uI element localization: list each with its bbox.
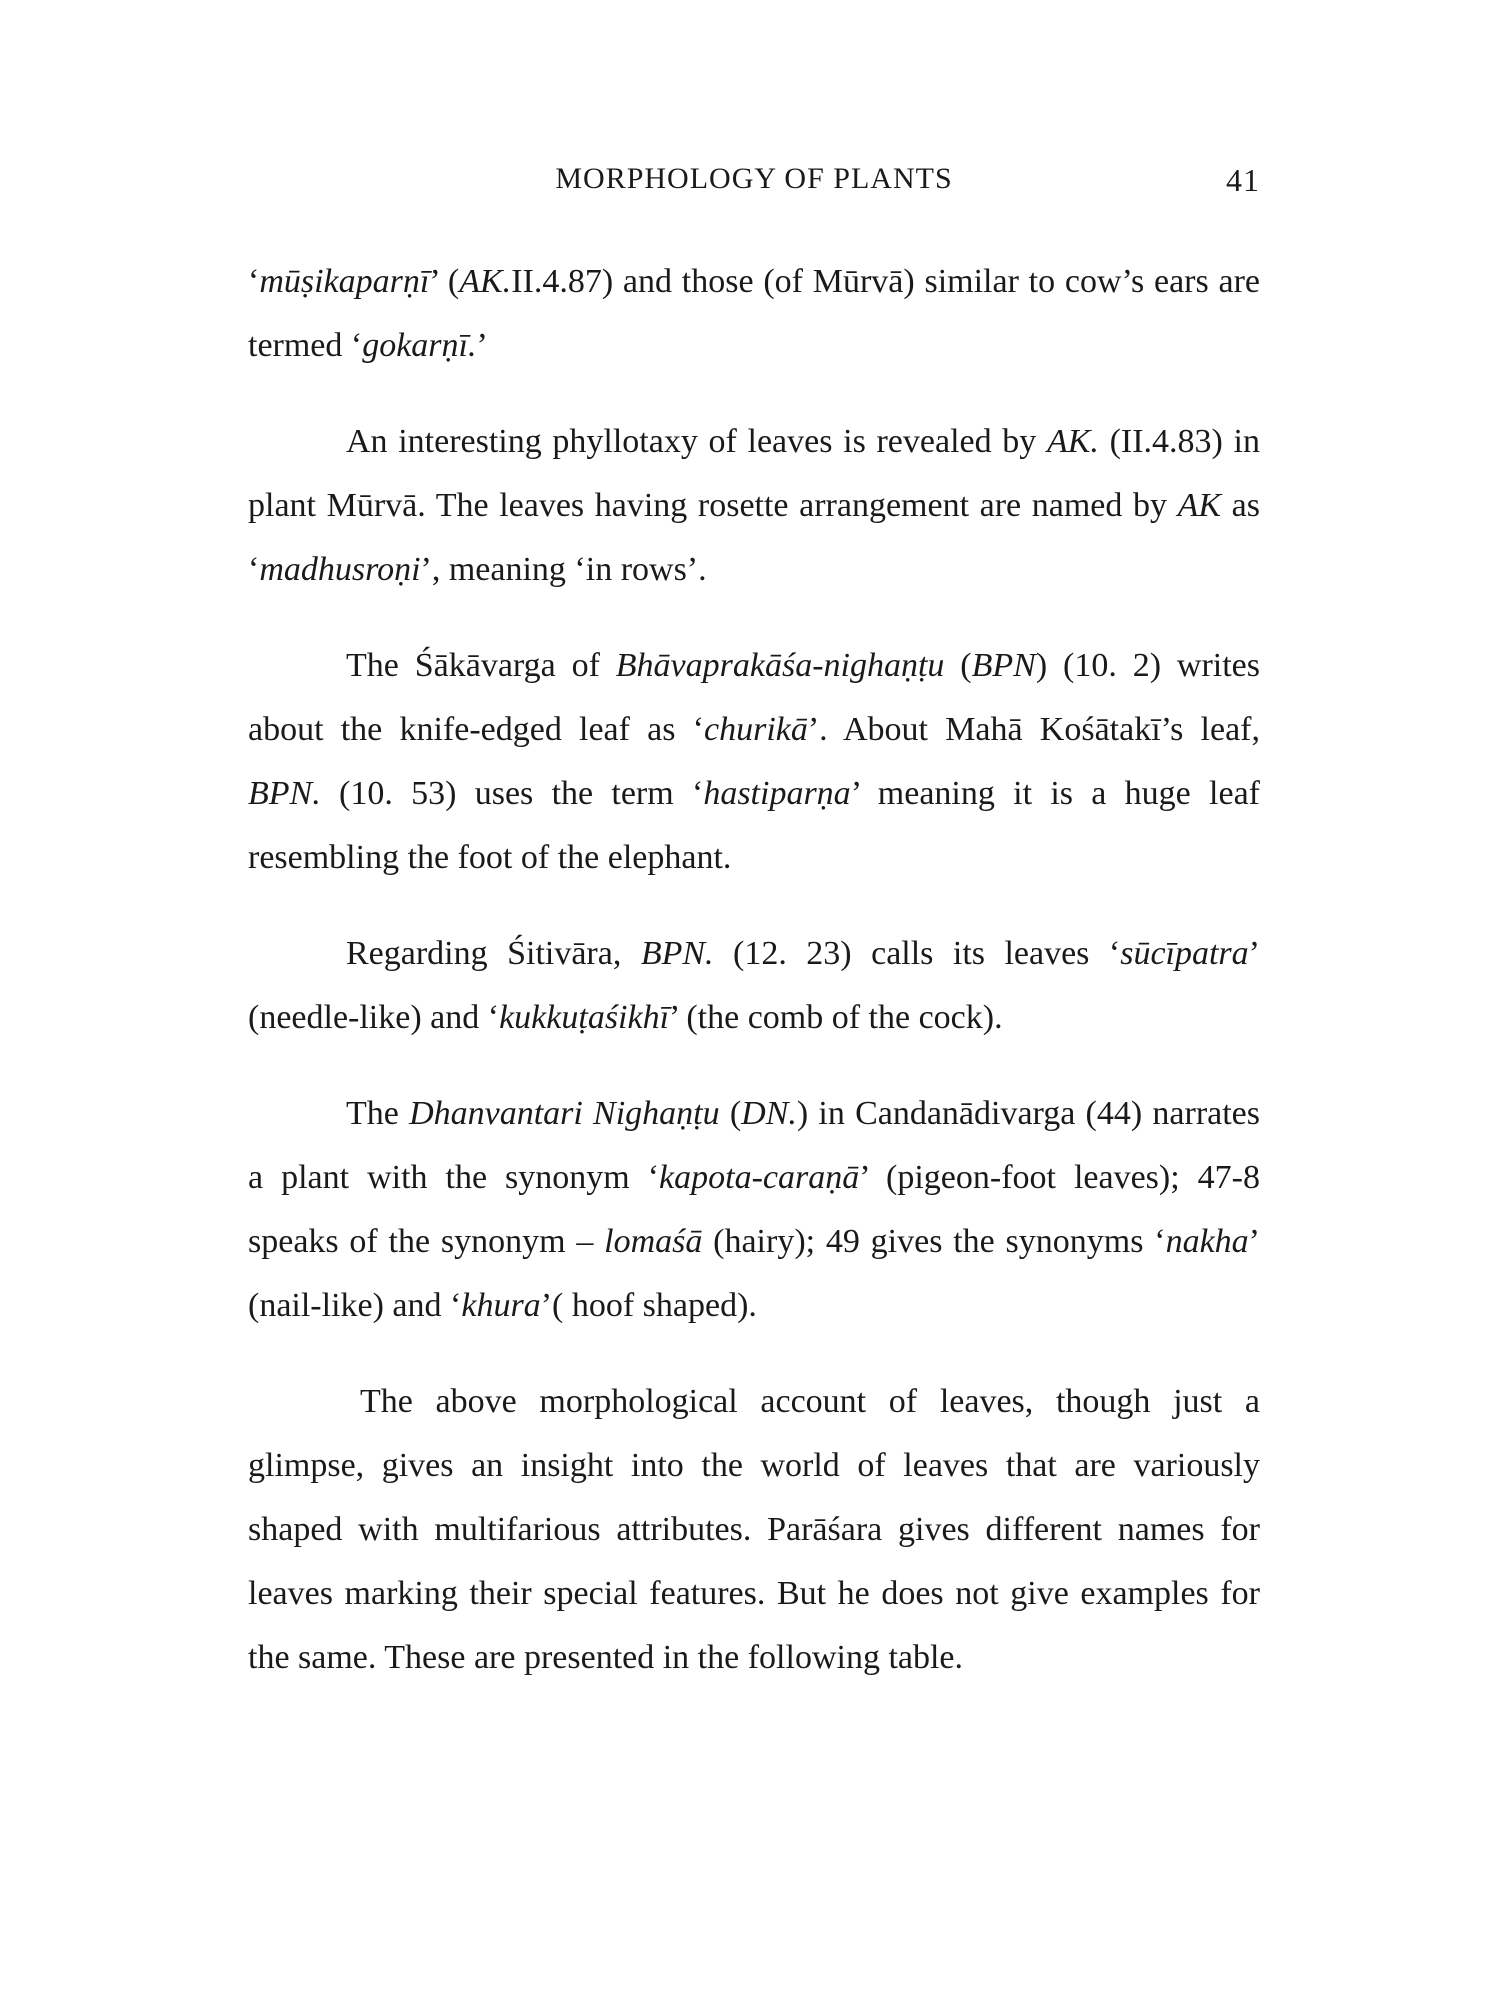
text-run: ’ (needle-like) and ‘ (248, 935, 1260, 1036)
page-number: 41 (1226, 162, 1260, 198)
text-run: ’ ( (429, 263, 460, 300)
text-run: (12. 23) calls its leaves ‘ (713, 935, 1121, 972)
text-run: ’( hoof shaped). (540, 1287, 757, 1324)
italic-term: mūṣikaparṇī (259, 263, 430, 300)
text-run: ‘ (248, 263, 260, 300)
italic-term: AK. (1046, 423, 1099, 460)
paragraph-4 (248, 922, 1260, 1050)
paragraph-2 (248, 410, 1260, 602)
italic-term: nakha (1165, 1223, 1249, 1260)
text-run: ( (719, 1095, 742, 1132)
italic-term: khura (461, 1287, 541, 1324)
text-run: ( (944, 647, 972, 684)
text-run: ’ meaning it is a huge leaf resembling the foot of the elephant. (248, 775, 1260, 876)
italic-term: BPN (971, 647, 1036, 684)
text-run: as ‘ (248, 487, 1260, 588)
text-run: The Śākāvarga of (346, 647, 616, 684)
text-run: Regarding Śitivāra, (346, 935, 641, 972)
text-run: ’. About Mahā Kośātakī’s leaf, (807, 711, 1260, 748)
text-run: An interesting phyllotaxy of leaves is revealed by (346, 423, 1047, 460)
text-run: ’ (pigeon-foot leaves); 47-8 speaks of the synonym – (248, 1159, 1260, 1260)
text-run: (hairy); 49 gives the synonyms ‘ (702, 1223, 1166, 1260)
italic-term: AK. (459, 263, 512, 300)
text-run: ’ (476, 327, 488, 364)
italic-term: kapota-caraṇā (659, 1159, 860, 1196)
italic-term: churikā (704, 711, 808, 748)
paragraph-5 (248, 1082, 1260, 1338)
book-page (248, 158, 1260, 1690)
paragraph-6 (248, 1370, 1260, 1690)
paragraph-3 (248, 634, 1260, 890)
text-run: The above morphological account of leaves, though just a glimpse, gives an insight into the world of leaves that are variously shaped with multifarious attributes. Parāśara gives different names for leaves marking their special features. But he does not give examples for the same. These are presented in the following table. (248, 1383, 1260, 1676)
italic-term: BPN. (640, 935, 714, 972)
text-run: II.4.87) and those (of Mūrvā) similar to cow’s ears are termed ‘ (248, 263, 1261, 364)
text-run: (10. 53) uses the term ‘ (320, 775, 704, 812)
running-header (248, 158, 1260, 210)
italic-term: sūcīpatra (1120, 935, 1249, 972)
text-run: The (346, 1095, 410, 1132)
italic-term: gokarṇī. (362, 327, 477, 364)
italic-term: AK (1177, 487, 1222, 524)
italic-term: madhusroṇi (259, 551, 421, 588)
italic-term: lomaśā (604, 1223, 703, 1260)
text-run: ’, meaning ‘in rows’. (420, 551, 707, 588)
paragraph-1 (248, 250, 1260, 378)
italic-term: Bhāvaprakāśa-nighaṇṭu (615, 647, 945, 684)
text-run: ) (10. 2) writes about the knife-edged leaf as ‘ (248, 647, 1261, 748)
italic-term: DN. (741, 1095, 797, 1132)
text-run: ’ (the comb of the cock). (669, 999, 1003, 1036)
italic-term: kukkuṭaśikhī (499, 999, 670, 1036)
text-run: (II.4.83) in plant Mūrvā. The leaves having rosette arrangement are named by (248, 423, 1260, 524)
italic-term: BPN. (248, 775, 321, 812)
text-run: ’ (nail-like) and ‘ (248, 1223, 1260, 1324)
italic-term: hastiparṇa (703, 775, 851, 812)
text-run: ) in Candanādivarga (44) narrates a plant with the synonym ‘ (248, 1095, 1261, 1196)
italic-term: Dhanvantari Nighaṇṭu (409, 1095, 720, 1132)
running-title: MORPHOLOGY OF PLANTS (555, 162, 953, 195)
